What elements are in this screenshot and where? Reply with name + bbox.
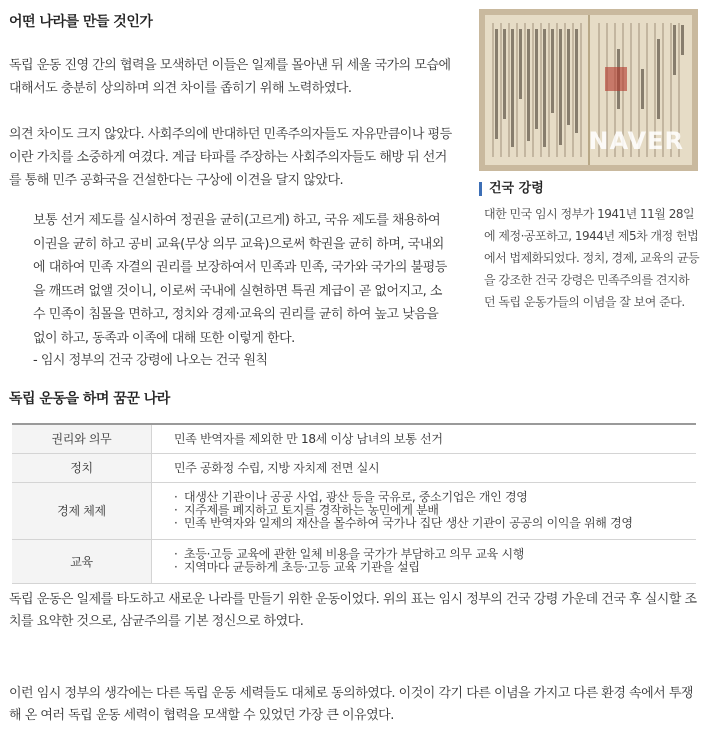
section-title-dream-nation: 독립 운동을 하며 꿈꾼 나라: [9, 391, 170, 407]
table-row: [12, 453, 696, 482]
paragraph-conclusion: 이런 임시 정부의 생각에는 다른 독립 운동 세력들도 대체로 동의하였다. 이것이 각기 다른 이념을 가지고 다른 환경 속에서 투쟁해 온 여러 독립 운동 세력이 협력을 모색할 수 있었던 가장 큰 이유였다.: [9, 686, 693, 723]
table-value-cell: [152, 482, 697, 539]
founding-program-table: [12, 423, 696, 584]
table-row: [12, 539, 696, 583]
founding-program-document-image: [479, 9, 698, 171]
paragraph-differences: 의견 차이도 크지 않았다. 사회주의에 반대하던 민족주의자들도 자유만큼이나 평등이란 가치를 소중하게 여겼다. 계급 타파를 주장하는 사회주의자들도 해방 뒤 선거를 통해 민주 공화국을 건설한다는 구상에 이견을 달지 않았다.: [9, 127, 452, 188]
table-value-cell: [152, 539, 697, 583]
table-row: [12, 424, 696, 453]
table-row: [12, 482, 696, 539]
table-key-cell: 권리와 의무: [12, 424, 152, 453]
table-value-cell: 민족 반역자를 제외한 만 18세 이상 남녀의 보통 선거: [152, 424, 697, 453]
paragraph-cooperation: 독립 운동 진영 간의 협력을 모색하던 이들은 일제를 몰아낸 뒤 세울 국가의 모습에 대해서도 충분히 상의하며 의견 차이를 좁히기 위해 노력하였다.: [9, 58, 451, 96]
list-item: · 지주제를 폐지하고 토지를 경작하는 농민에게 분배: [174, 503, 439, 517]
table-value-cell: 민주 공화정 수립, 지방 자치제 전면 실시: [152, 453, 697, 482]
watermark-logo: NAVER: [588, 127, 684, 155]
caption-text: 대한 민국 임시 정부가 1941년 11월 28일에 제정·공포하고, 1944년 제5차 개정 헌법에서 법제화되었다. 정치, 경제, 교육의 균등을 강조한 건국 강령은 민족주의를 견지하던 독립 운동가들의 이념을 잘 보여 준다.: [484, 207, 700, 309]
table-key-cell: 정치: [12, 453, 152, 482]
list-item: · 대생산 기관이나 공공 사업, 광산 등을 국유로, 중소기업은 개인 경영: [174, 490, 528, 504]
section-title-nation: 어떤 나라를 만들 것인가: [9, 14, 153, 30]
list-item: · 민족 반역자와 일제의 재산을 몰수하여 국가나 집단 생산 기관이 공공의 이익을 위해 경영: [174, 516, 633, 530]
paragraph-table-summary: 독립 운동은 일제를 타도하고 새로운 나라를 만들기 위한 운동이었다. 위의 표는 임시 정부의 건국 강령 가운데 건국 후 실시할 조치를 요약한 것으로, 삼균주의를 기본 정신으로 하였다.: [9, 592, 697, 629]
quote-founding-principle: 보통 선거 제도를 실시하여 정권을 균히(고르게) 하고, 국유 제도를 채용하여 이권을 균히 하고 공비 교육(무상 의무 교육)으로써 학권을 균히 하며, 국내외에 대하여 민족 자결의 권리를 보장하여서 민족과 민족, 국가와 국가의 불평등을 깨뜨려 없앨 것이니, 이로써 국내에 실현하면 특권 계급이 곧 없어지고, 소수 민족이 침몰을 면하고, 정치와 경제·교육의 권리를 균히 하여 높고 낮음을 없이 하고, 동족과 이족에 대해 또한 이렇게 한다.: [33, 213, 447, 346]
list-item: · 지역마다 균등하게 초등·고등 교육 기관을 설립: [174, 560, 420, 574]
table-key-cell: 교육: [12, 539, 152, 583]
list-item: · 초등·고등 교육에 관한 일체 비용을 국가가 부담하고 의무 교육 시행: [174, 547, 525, 561]
caption-title: 건국 강령: [479, 182, 544, 196]
quote-source: - 임시 정부의 건국 강령에 나오는 건국 원칙: [33, 353, 268, 368]
table-key-cell: 경제 체제: [12, 482, 152, 539]
